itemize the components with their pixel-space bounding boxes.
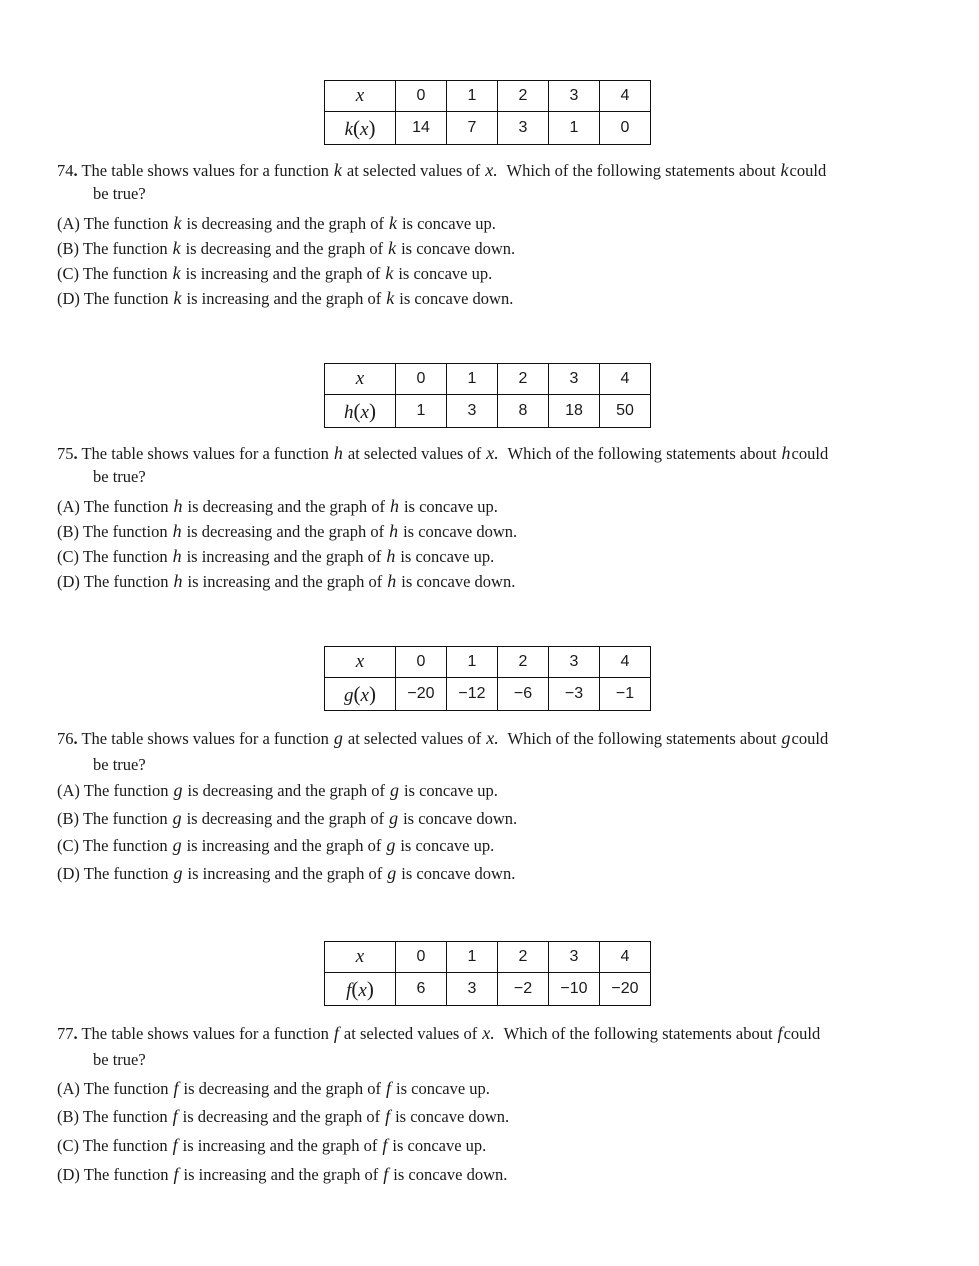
function-value: −2 — [498, 973, 549, 1006]
values-table-h — [324, 363, 651, 428]
function-arg: x — [360, 684, 369, 706]
x-header: x — [325, 647, 396, 678]
table-row-x — [325, 81, 651, 112]
x-value: 2 — [498, 942, 549, 973]
answer-option-d[interactable]: (D) The function h is increasing and the graph of h is concave down. — [57, 571, 516, 591]
x-value: 1 — [447, 364, 498, 395]
function-value: 3 — [498, 112, 549, 145]
question-text: 75. The table shows values for a function h at selected values of x. Which of the following statements about hcould be true? — [57, 443, 829, 486]
answer-option-d[interactable]: (D) The function f is increasing and the graph of f is concave down. — [57, 1164, 508, 1184]
x-value: 3 — [549, 81, 600, 112]
function-value: 3 — [447, 973, 498, 1006]
function-header: h(x) — [325, 395, 396, 428]
answer-option-b[interactable]: (B) The function f is decreasing and the graph of f is concave down. — [57, 1106, 510, 1126]
function-letter: h — [344, 401, 354, 423]
function-value: 3 — [447, 395, 498, 428]
answer-option-d[interactable]: (D) The function g is increasing and the graph of g is concave down. — [57, 863, 516, 883]
function-header: g(x) — [325, 678, 396, 711]
x-value: 3 — [549, 364, 600, 395]
x-value: 2 — [498, 81, 549, 112]
question-number: 76. — [57, 729, 78, 748]
function-value: 6 — [396, 973, 447, 1006]
x-value: 4 — [600, 647, 651, 678]
x-header: x — [325, 81, 396, 112]
x-value: 0 — [396, 81, 447, 112]
function-letter: k — [344, 118, 353, 140]
x-value: 2 — [498, 647, 549, 678]
question-number: 75. — [57, 444, 78, 463]
function-value: −20 — [600, 973, 651, 1006]
x-value: 1 — [447, 647, 498, 678]
x-value: 4 — [600, 81, 651, 112]
function-value: 18 — [549, 395, 600, 428]
question-text: 76. The table shows values for a function g at selected values of x. Which of the following statements about gcould be true? — [57, 728, 829, 774]
x-header: x — [325, 364, 396, 395]
table-row-fx — [325, 112, 651, 145]
answer-option-b[interactable]: (B) The function k is decreasing and the graph of k is concave down. — [57, 238, 516, 258]
answer-option-c[interactable]: (C) The function k is increasing and the graph of k is concave up. — [57, 263, 493, 283]
values-table-k — [324, 80, 651, 145]
answer-option-a[interactable]: (A) The function g is decreasing and the graph of g is concave up. — [57, 780, 498, 800]
table-row-fx — [325, 973, 651, 1006]
x-value: 0 — [396, 942, 447, 973]
function-header: k(x) — [325, 112, 396, 145]
answer-option-c[interactable]: (C) The function g is increasing and the graph of g is concave up. — [57, 835, 495, 855]
function-arg: x — [360, 118, 369, 140]
function-value: 8 — [498, 395, 549, 428]
function-arg: x — [358, 979, 367, 1001]
function-value: −6 — [498, 678, 549, 711]
function-value: −20 — [396, 678, 447, 711]
x-value: 1 — [447, 942, 498, 973]
function-value: 50 — [600, 395, 651, 428]
values-table-g — [324, 646, 651, 711]
x-value: 4 — [600, 364, 651, 395]
question-number: 77. — [57, 1024, 78, 1043]
answer-option-c[interactable]: (C) The function f is increasing and the graph of f is concave up. — [57, 1135, 487, 1155]
answer-option-a[interactable]: (A) The function f is decreasing and the graph of f is concave up. — [57, 1078, 490, 1098]
x-value: 4 — [600, 942, 651, 973]
function-header: f(x) — [325, 973, 396, 1006]
x-value: 0 — [396, 647, 447, 678]
function-arg: x — [360, 401, 369, 423]
x-value: 3 — [549, 942, 600, 973]
function-value: −10 — [549, 973, 600, 1006]
table-row-x — [325, 647, 651, 678]
function-letter: f — [346, 979, 352, 1001]
values-table-f — [324, 941, 651, 1006]
table-row-x — [325, 364, 651, 395]
function-value: 7 — [447, 112, 498, 145]
answer-option-a[interactable]: (A) The function h is decreasing and the graph of h is concave up. — [57, 496, 498, 516]
x-value: 3 — [549, 647, 600, 678]
question-text: 77. The table shows values for a function f at selected values of x. Which of the following statements about fcould be true? — [57, 1023, 821, 1069]
answer-option-c[interactable]: (C) The function h is increasing and the graph of h is concave up. — [57, 546, 495, 566]
answer-option-a[interactable]: (A) The function k is decreasing and the graph of k is concave up. — [57, 213, 496, 233]
table-row-fx — [325, 395, 651, 428]
question-text: 74. The table shows values for a function k at selected values of x. Which of the following statements about kcould be true? — [57, 160, 827, 203]
function-value: 1 — [549, 112, 600, 145]
function-letter: g — [344, 684, 354, 706]
table-row-fx — [325, 678, 651, 711]
x-value: 1 — [447, 81, 498, 112]
x-header: x — [325, 942, 396, 973]
x-value: 0 — [396, 364, 447, 395]
function-value: 0 — [600, 112, 651, 145]
answer-option-b[interactable]: (B) The function g is decreasing and the graph of g is concave down. — [57, 808, 518, 828]
answer-option-d[interactable]: (D) The function k is increasing and the graph of k is concave down. — [57, 288, 514, 308]
function-value: 1 — [396, 395, 447, 428]
function-value: 14 — [396, 112, 447, 145]
function-value: −12 — [447, 678, 498, 711]
table-row-x — [325, 942, 651, 973]
question-number: 74. — [57, 161, 78, 180]
function-value: −3 — [549, 678, 600, 711]
function-value: −1 — [600, 678, 651, 711]
x-value: 2 — [498, 364, 549, 395]
answer-option-b[interactable]: (B) The function h is decreasing and the graph of h is concave down. — [57, 521, 518, 541]
